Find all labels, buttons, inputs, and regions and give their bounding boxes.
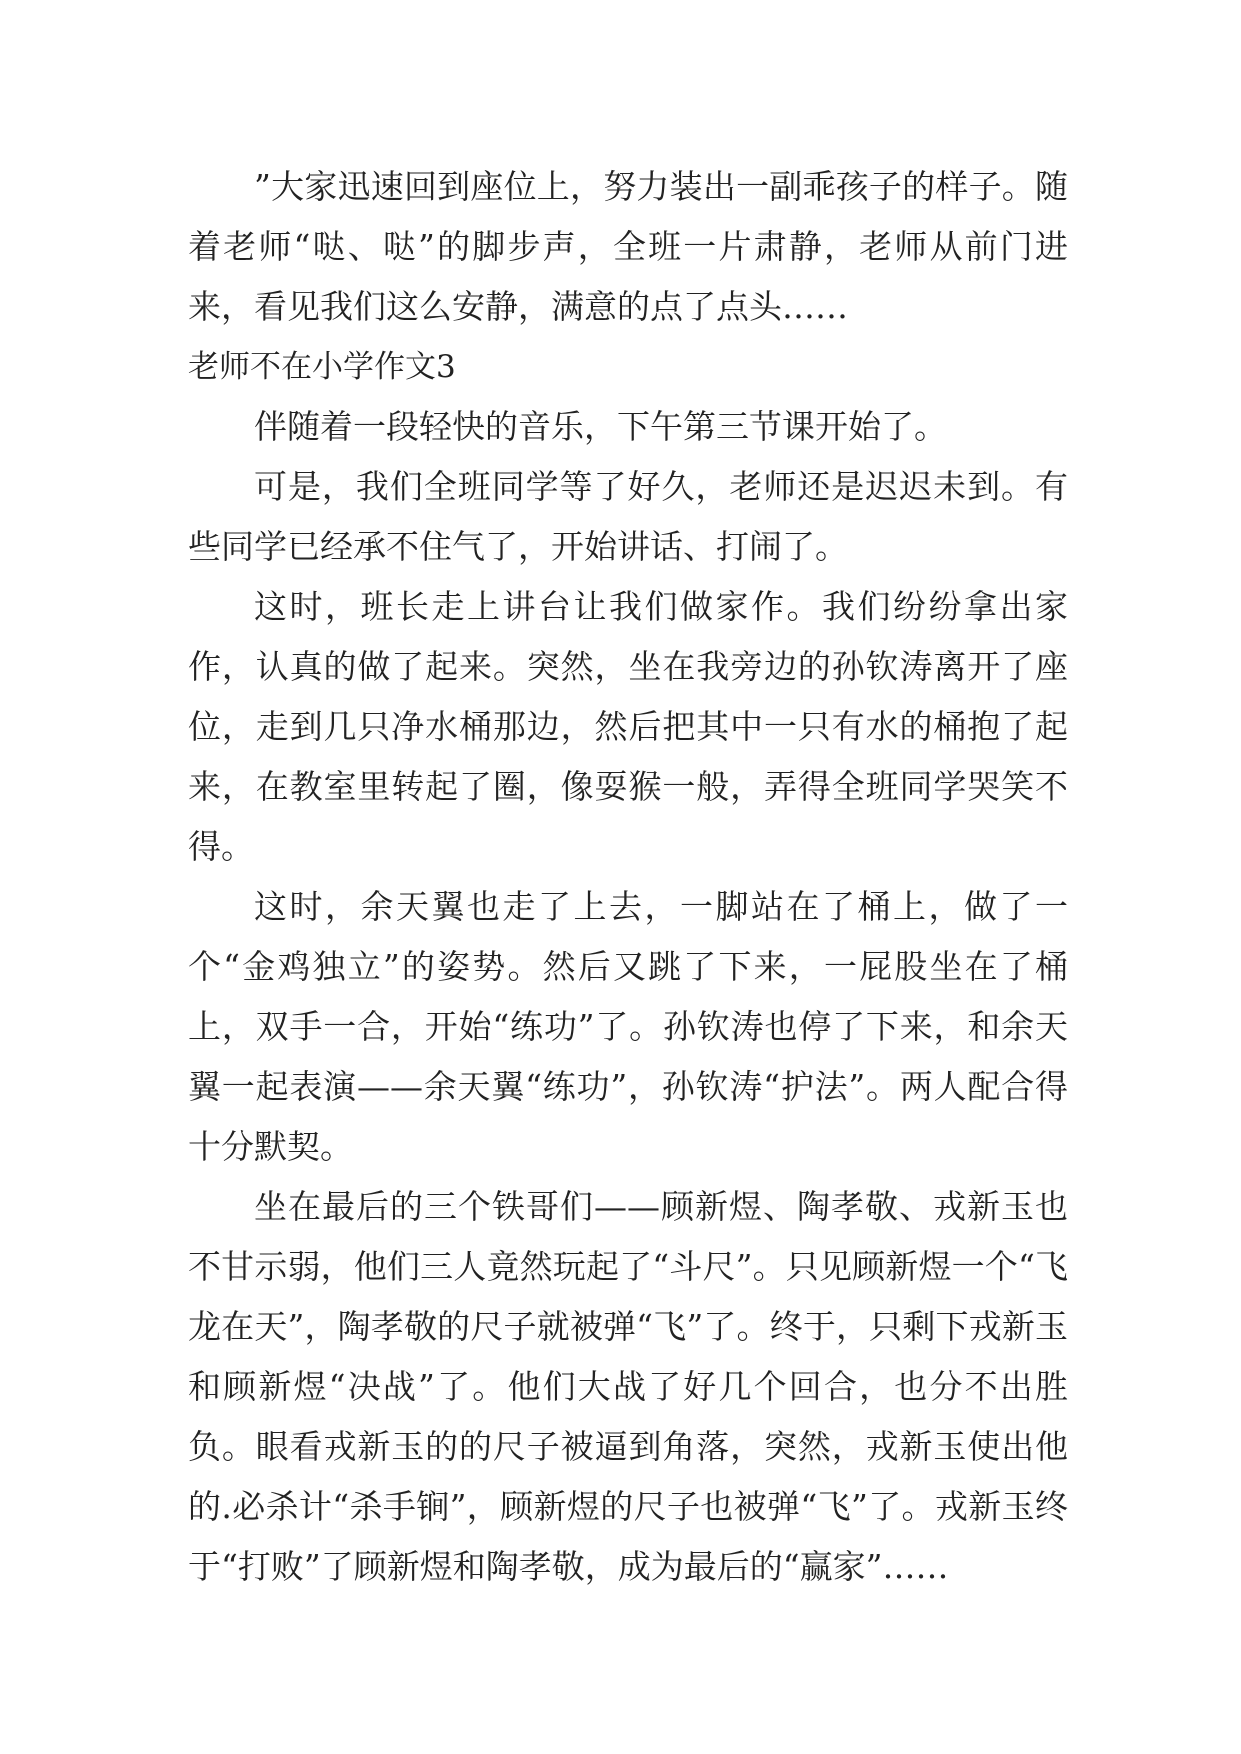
paragraph-music: 伴随着一段轻快的音乐，下午第三节课开始了。: [254, 407, 947, 446]
paragraph-intro-continuation: ”大家迅速回到座位上，努力装出一副乖孩子的样子。随着老师“哒、哒”的脚步声，全班一片肃静，老师从前门进来，看见我们这么安静，满意的点了点头……: [188, 167, 1068, 326]
paragraph-waiting: 可是，我们全班同学等了好久，老师还是迟迟未到。有些同学已经承不住气了，开始讲话、打闹了。: [188, 467, 1068, 566]
paragraph-yu-tianyi: 这时，余天翼也走了上去，一脚站在了桶上，做了一个“金鸡独立”的姿势。然后又跳了下来，一屁股坐在了桶上，双手一合，开始“练功”了。孙钦涛也停了下来，和余天翼一起表演——余天翼“练功”，孙钦涛“护法”。两人配合得十分默契。: [188, 887, 1068, 1166]
paragraph-monitor: 这时，班长走上讲台让我们做家作。我们纷纷拿出家作，认真的做了起来。突然，坐在我旁边的孙钦涛离开了座位，走到几只净水桶那边，然后把其中一只有水的桶抱了起来，在教室里转起了圈，像耍猴一般，弄得全班同学哭笑不得。: [188, 587, 1068, 866]
section-heading: 老师不在小学作文3: [188, 349, 456, 385]
document-body: [188, 157, 1068, 1597]
paragraph-ruler-duel: 坐在最后的三个铁哥们——顾新煜、陶孝敬、戎新玉也不甘示弱，他们三人竟然玩起了“斗尺”。只见顾新煜一个“飞龙在天”，陶孝敬的尺子就被弹“飞”了。终于，只剩下戎新玉和顾新煜“决战”了。他们大战了好几个回合，也分不出胜负。眼看戎新玉的的尺子被逼到角落，突然，戎新玉使出他的.必杀计“杀手锏”，顾新煜的尺子也被弹“飞”了。戎新玉终于“打败”了顾新煜和陶孝敬，成为最后的“赢家”……: [188, 1187, 1068, 1586]
